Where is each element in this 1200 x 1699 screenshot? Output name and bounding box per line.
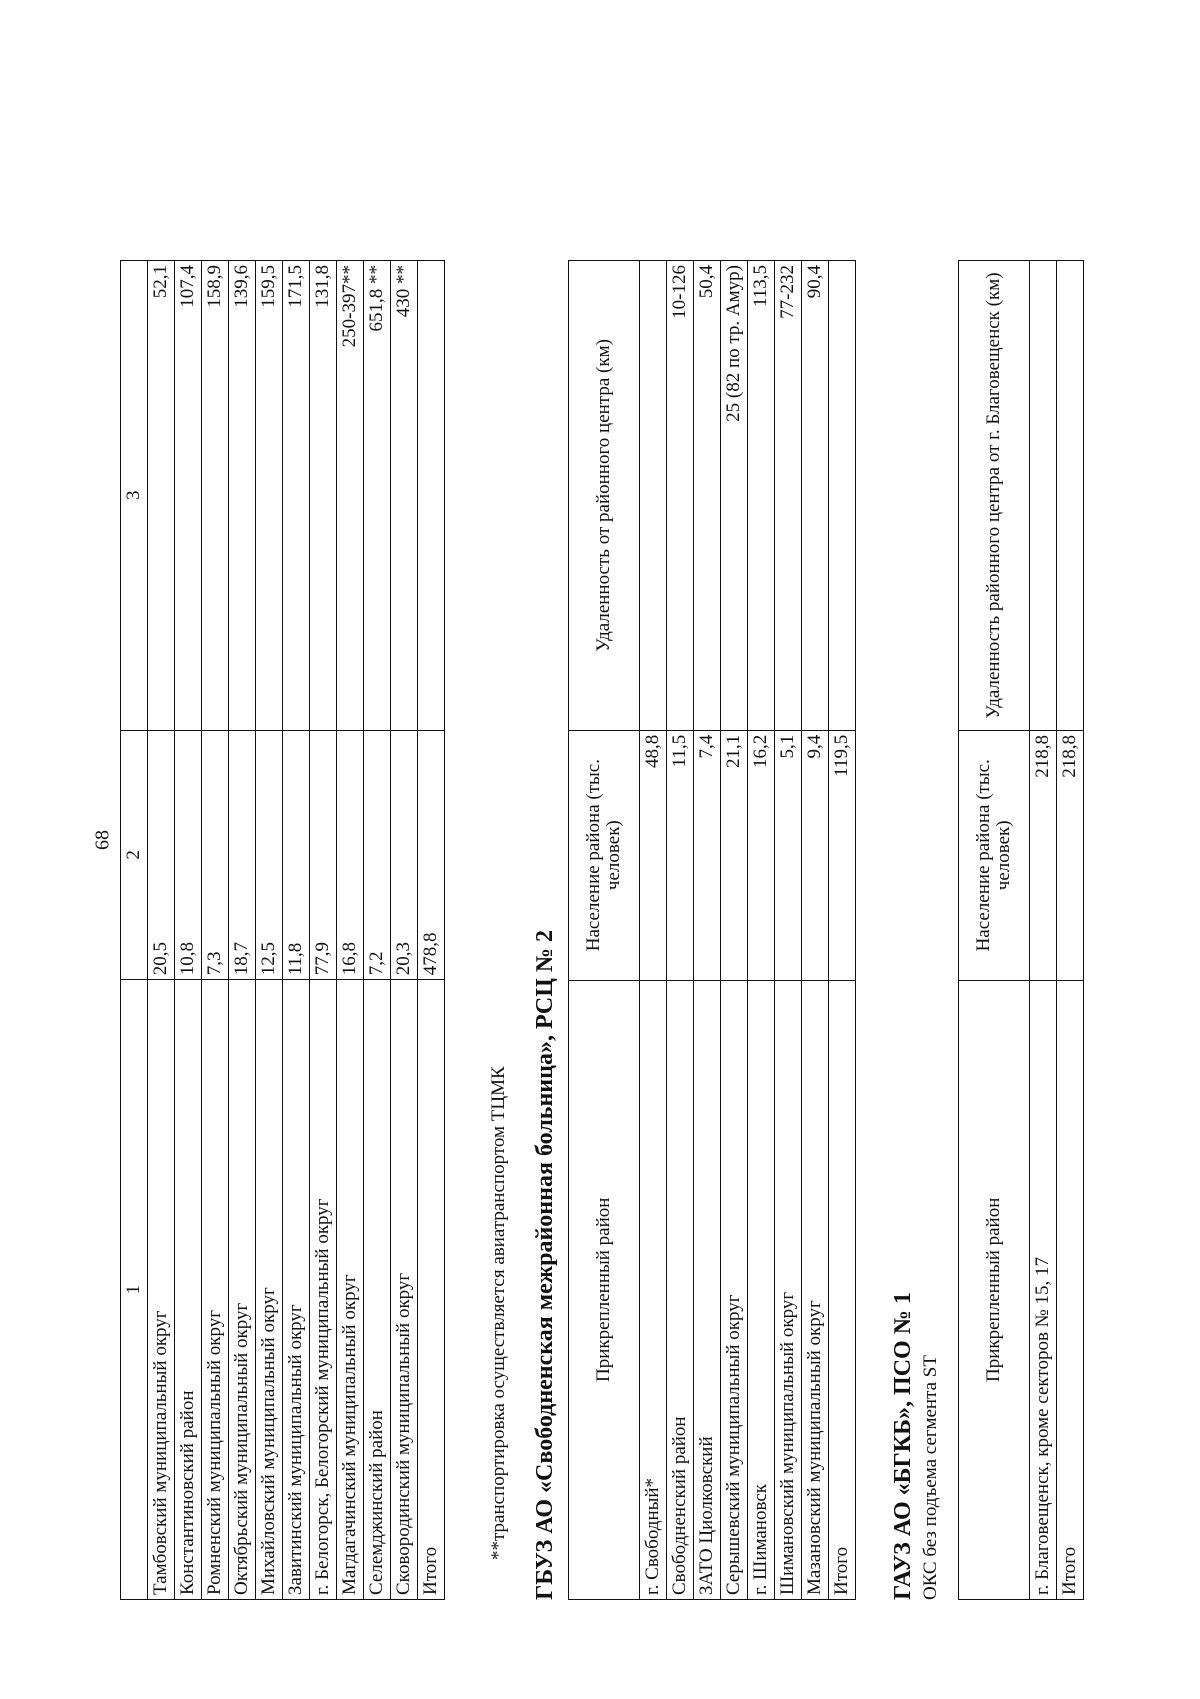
table-row [829,261,856,1600]
table-row [1057,261,1084,1600]
table-cell: 52,1 [148,261,175,731]
table-cell: ЗАТО Циолковский [694,980,721,1599]
table-cell: 159,5 [256,261,283,731]
section-subtitle: ОКС без подъема сегмента ST [920,1355,941,1600]
section-title: ГБУЗ АО «Свободненская межрайонная больница», РСЦ № 2 [532,929,558,1600]
table-cell [1057,261,1084,731]
table-row [775,261,802,1600]
table-row [802,261,829,1600]
table-row [202,261,229,1600]
table-row [256,261,283,1600]
table-row [148,261,175,1600]
table-cell [418,261,445,731]
table-header-row [121,261,148,1600]
table-cell [1030,261,1057,731]
table-cell: Константиновский район [175,980,202,1600]
table-cell: 16,8 [337,730,364,980]
table-row [1030,261,1057,1600]
table-cell: 10,8 [175,730,202,980]
column-header: Удаленность от районного центра (км) [569,261,640,731]
table-cell: Итого [418,980,445,1600]
table-cell: Шимановский муниципальный округ [775,980,802,1599]
table-cell: Селемджинский район [364,980,391,1600]
table-header-row [569,261,640,1600]
table-row [229,261,256,1600]
table-cell: Итого [829,980,856,1599]
table-districts-1 [120,260,445,1600]
table-cell: 218,8 [1057,730,1084,980]
table-cell: Сковородинский муниципальный округ [391,980,418,1600]
table-cell: 7,2 [364,730,391,980]
table-cell: 25 (82 по тр. Амур) [721,261,748,731]
table-row [337,261,364,1600]
table-row [748,261,775,1600]
table-cell: 651,8 ** [364,261,391,731]
table-cell: 11,5 [667,730,694,980]
table-cell: г. Свободный* [640,980,667,1599]
table-row [667,261,694,1600]
table-cell: 20,5 [148,730,175,980]
table-cell: 77-232 [775,261,802,731]
table-cell: 11,8 [283,730,310,980]
table-cell: 77,9 [310,730,337,980]
table-cell: Магдагачинский муниципальный округ [337,980,364,1600]
table-cell: 18,7 [229,730,256,980]
table-cell [829,261,856,731]
table-cell: Итого [1057,980,1084,1599]
table-cell: 9,4 [802,730,829,980]
table-cell: 107,4 [175,261,202,731]
page-number: 68 [91,830,114,850]
table-cell: 7,4 [694,730,721,980]
column-header: Население района (тыс. человек) [569,730,640,980]
table-cell: 131,8 [310,261,337,731]
table-cell: 158,9 [202,261,229,731]
column-header: 2 [121,730,148,980]
table-cell: 12,5 [256,730,283,980]
table-header-row [959,261,1030,1600]
column-header: Удаленность районного центра от г. Благовещенск (км) [959,261,1030,731]
table-row [310,261,337,1600]
table-row [364,261,391,1600]
table-cell: Михайловский муниципальный округ [256,980,283,1600]
table-row [721,261,748,1600]
table-cell: 7,3 [202,730,229,980]
table-cell: г. Белогорск, Белогорский муниципальный округ [310,980,337,1600]
table-cell [640,261,667,731]
table-row [283,261,310,1600]
table-districts-3 [958,260,1084,1600]
table-cell: 478,8 [418,730,445,980]
table-cell: Свободненский район [667,980,694,1599]
table-cell: г. Благовещенск, кроме секторов № 15, 17 [1030,980,1057,1599]
table-row [175,261,202,1600]
column-header: Прикрепленный район [569,980,640,1599]
table-cell: 218,8 [1030,730,1057,980]
column-header: Прикрепленный район [959,980,1030,1599]
table-cell: 16,2 [748,730,775,980]
table-cell: Тамбовский муниципальный округ [148,980,175,1600]
table-row [640,261,667,1600]
footnote: **транспортировка осуществляется авиатранспортом ТЦМК [488,1066,509,1560]
column-header: 3 [121,261,148,731]
table-cell: Ромненский муниципальный округ [202,980,229,1600]
table-cell: 250-397** [337,261,364,731]
table-cell: г. Шимановск [748,980,775,1599]
table-cell: 20,3 [391,730,418,980]
table-cell: Серышевский муниципальный округ [721,980,748,1599]
table-cell: 139,6 [229,261,256,731]
table-cell: 21,1 [721,730,748,980]
table-cell: 90,4 [802,261,829,731]
rotated-content [120,100,1080,1600]
table-cell: 113,5 [748,261,775,731]
table-row [391,261,418,1600]
table-row [694,261,721,1600]
table-cell: Завитинский муниципальный округ [283,980,310,1600]
table-cell: Мазановский муниципальный округ [802,980,829,1599]
column-header: Население района (тыс. человек) [959,730,1030,980]
table-cell: 50,4 [694,261,721,731]
table-cell: 10-126 [667,261,694,731]
table-districts-2 [568,260,856,1600]
table-cell: Октябрьский муниципальный округ [229,980,256,1600]
table-cell: 430 ** [391,261,418,731]
table-cell: 48,8 [640,730,667,980]
column-header: 1 [121,980,148,1600]
table-cell: 119,5 [829,730,856,980]
table-cell: 171,5 [283,261,310,731]
table-cell: 5,1 [775,730,802,980]
table-row [418,261,445,1600]
section-title: ГАУЗ АО «БГКБ», ПСО № 1 [890,1292,916,1600]
